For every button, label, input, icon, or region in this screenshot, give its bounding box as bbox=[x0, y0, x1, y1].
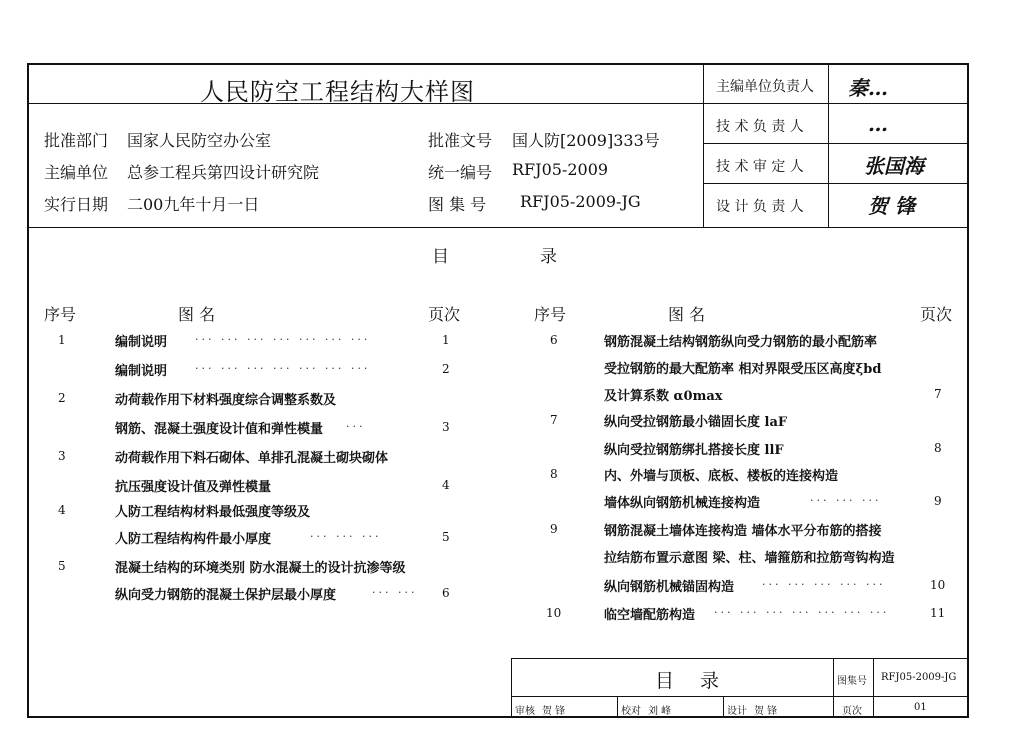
right-item-no: 6 bbox=[550, 333, 558, 347]
date-value: 二00九年十月一日 bbox=[127, 195, 260, 214]
resp-mid-border bbox=[828, 63, 829, 227]
title-block-div-4 bbox=[723, 696, 724, 718]
right-item-name: 墙体纵向钢筋机械连接构造 bbox=[604, 496, 761, 511]
left-item-no: 3 bbox=[58, 449, 66, 463]
left-item-no: 5 bbox=[58, 559, 66, 573]
resp-row-line-3 bbox=[703, 183, 969, 184]
left-item-no: 2 bbox=[58, 391, 66, 405]
leader-dots: ··· ··· ··· ··· ··· ··· ··· bbox=[195, 333, 371, 346]
resp-row-line-2 bbox=[703, 143, 969, 144]
check-label: 校对 bbox=[621, 706, 641, 717]
right-item-page: 8 bbox=[934, 441, 942, 455]
leader-dots: ··· ··· ··· ··· ··· bbox=[762, 578, 886, 591]
leader-dots: ··· ··· ··· bbox=[310, 530, 382, 543]
doc-no-label: 批准文号 bbox=[428, 131, 493, 150]
page-value: 01 bbox=[914, 702, 927, 713]
atlas-title: 人民防空工程结构大样图 bbox=[200, 78, 475, 106]
right-item-no: 9 bbox=[550, 522, 558, 536]
title-block-atlas-label: 图集号 bbox=[837, 676, 867, 687]
leader-dots: ··· ··· bbox=[372, 586, 418, 599]
right-item-no: 10 bbox=[546, 606, 562, 620]
col-header-page-left: 页次 bbox=[428, 305, 461, 324]
left-item-name: 混凝土结构的环境类别 防水混凝土的设计抗渗等级 bbox=[115, 561, 406, 576]
right-item-page: 9 bbox=[934, 494, 942, 508]
resp-row-line-1 bbox=[703, 103, 969, 104]
resp-label-tech-lead: 技 术 负 责 人 bbox=[716, 119, 804, 135]
col-header-no-left: 序号 bbox=[44, 305, 77, 324]
atlas-no-value: RFJ05-2009-JG bbox=[520, 192, 641, 211]
unified-no-value: RFJ05-2009 bbox=[512, 160, 609, 179]
right-item-name: 纵向受拉钢筋绑扎搭接长度 llF bbox=[604, 443, 784, 458]
left-item-page: 2 bbox=[442, 362, 450, 376]
resp-left-border bbox=[703, 63, 704, 227]
signature-chief-editor: 秦… bbox=[848, 76, 888, 100]
left-item-page: 6 bbox=[442, 586, 450, 600]
left-item-page: 4 bbox=[442, 478, 450, 492]
title-block-div-2 bbox=[873, 658, 874, 718]
col-header-no-right: 序号 bbox=[534, 305, 567, 324]
left-item-page: 3 bbox=[442, 420, 450, 434]
title-block-atlas-value: RFJ05-2009-JG bbox=[881, 672, 957, 683]
col-header-name-right: 图 名 bbox=[668, 305, 706, 324]
left-item-name: 动荷载作用下材料强度综合调整系数及 bbox=[115, 393, 337, 408]
review-name: 贺 锋 bbox=[542, 706, 566, 717]
left-item-name: 编制说明 bbox=[115, 364, 168, 379]
doc-no-value: 国人防[2009]333号 bbox=[512, 131, 660, 150]
leader-dots: ··· ··· ··· ··· ··· ··· ··· bbox=[714, 606, 890, 619]
header-bottom-line bbox=[27, 227, 969, 228]
left-item-name: 钢筋、混凝土强度设计值和弹性模量 bbox=[115, 422, 324, 437]
left-item-page: 5 bbox=[442, 530, 450, 544]
title-block-mid bbox=[511, 696, 969, 697]
design-label: 设计 bbox=[727, 706, 747, 717]
date-label: 实行日期 bbox=[44, 195, 109, 214]
left-item-page: 1 bbox=[442, 333, 450, 347]
resp-label-chief-editor: 主编单位负责人 bbox=[716, 79, 814, 95]
review-label: 审核 bbox=[515, 706, 535, 717]
left-item-name: 人防工程结构构件最小厚度 bbox=[115, 532, 272, 547]
editor-label: 主编单位 bbox=[44, 163, 109, 182]
title-block-top bbox=[511, 658, 969, 659]
right-item-page: 11 bbox=[930, 606, 946, 620]
col-header-name-left: 图 名 bbox=[178, 305, 216, 324]
title-block-div-1 bbox=[833, 658, 834, 718]
page-label: 页次 bbox=[842, 706, 862, 717]
toc-heading-right: 录 bbox=[540, 247, 557, 267]
approve-dept-label: 批准部门 bbox=[44, 131, 109, 150]
right-item-no: 8 bbox=[550, 467, 558, 481]
title-block-div-3 bbox=[617, 696, 618, 718]
right-item-no: 7 bbox=[550, 413, 558, 427]
right-item-page: 7 bbox=[934, 387, 942, 401]
signature-tech-lead: … bbox=[868, 112, 888, 136]
left-item-name: 编制说明 bbox=[115, 335, 168, 350]
left-item-name: 抗压强度设计值及弹性模量 bbox=[115, 480, 272, 495]
design-name: 贺 锋 bbox=[754, 706, 778, 717]
resp-label-tech-review: 技 术 审 定 人 bbox=[716, 159, 804, 175]
toc-heading-left: 目 bbox=[432, 247, 449, 267]
col-header-page-right: 页次 bbox=[920, 305, 953, 324]
editor-value: 总参工程兵第四设计研究院 bbox=[127, 163, 320, 182]
approve-dept-value: 国家人民防空办公室 bbox=[127, 131, 272, 150]
left-item-name: 人防工程结构材料最低强度等级及 bbox=[115, 505, 311, 520]
right-item-page: 10 bbox=[930, 578, 946, 592]
leader-dots: ··· ··· ··· bbox=[810, 494, 882, 507]
check-name: 刘 峰 bbox=[648, 706, 672, 717]
resp-label-design-lead: 设 计 负 责 人 bbox=[716, 199, 804, 215]
left-item-no: 1 bbox=[58, 333, 66, 347]
leader-dots: ··· bbox=[346, 420, 366, 433]
left-item-no: 4 bbox=[58, 503, 66, 517]
right-item-name: 拉结筋布置示意图 梁、柱、墙箍筋和拉筋弯钩构造 bbox=[604, 551, 895, 566]
left-item-name: 纵向受力钢筋的混凝土保护层最小厚度 bbox=[115, 588, 337, 603]
right-item-name: 钢筋混凝土结构钢筋纵向受力钢筋的最小配筋率 bbox=[604, 335, 878, 350]
right-item-name: 内、外墙与顶板、底板、楼板的连接构造 bbox=[604, 469, 839, 484]
right-item-name: 纵向受拉钢筋最小锚固长度 laF bbox=[604, 415, 788, 430]
right-item-name: 受拉钢筋的最大配筋率 相对界限受压区高度ξbd bbox=[604, 362, 882, 377]
signature-design-lead: 贺 锋 bbox=[868, 194, 915, 218]
right-item-name: 及计算系数 α0max bbox=[604, 389, 723, 404]
right-item-name: 纵向钢筋机械锚固构造 bbox=[604, 580, 735, 595]
title-block-name: 目 录 bbox=[655, 670, 730, 692]
atlas-no-label: 图 集 号 bbox=[428, 195, 487, 214]
leader-dots: ··· ··· ··· ··· ··· ··· ··· bbox=[195, 362, 371, 375]
unified-no-label: 统一编号 bbox=[428, 163, 493, 182]
signature-tech-review: 张国海 bbox=[864, 154, 924, 178]
right-item-name: 钢筋混凝土墙体连接构造 墙体水平分布筋的搭接 bbox=[604, 524, 882, 539]
right-item-name: 临空墙配筋构造 bbox=[604, 608, 696, 623]
title-block-left bbox=[511, 658, 512, 718]
left-item-name: 动荷载作用下料石砌体、单排孔混凝土砌块砌体 bbox=[115, 451, 389, 466]
